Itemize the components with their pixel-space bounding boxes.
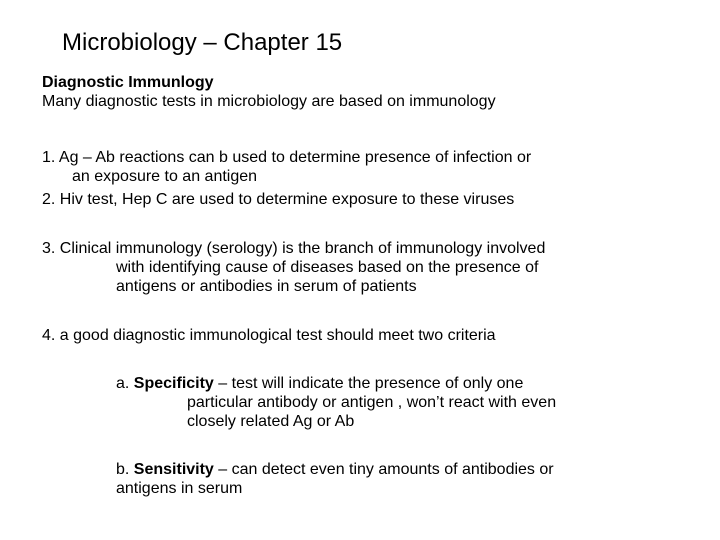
criterion-sensitivity-prefix: b. xyxy=(116,461,134,478)
criterion-sensitivity-line-1 xyxy=(116,460,554,479)
criterion-sensitivity-term: Sensitivity xyxy=(133,461,214,478)
criterion-specificity-line-1 xyxy=(116,374,556,393)
list-item-1-line-1: 1. Ag – Ab reactions can b used to determine presence of infection or xyxy=(42,149,532,166)
intro-text: Many diagnostic tests in microbiology are based on immunology xyxy=(42,93,496,110)
criterion-specificity-term: Specificity xyxy=(133,375,214,392)
criterion-specificity-text: – test will indicate the presence of only one xyxy=(213,375,524,392)
list-item-3-line-3: antigens or antibodies in serum of patients xyxy=(116,278,417,295)
list-item-2 xyxy=(42,190,514,209)
list-item-2-line-1: 2. Hiv test, Hep C are used to determine exposure to these viruses xyxy=(42,191,515,208)
slide-title: Microbiology – Chapter 15 xyxy=(62,29,343,56)
list-item-1 xyxy=(42,148,531,186)
criterion-specificity xyxy=(116,374,556,431)
list-item-4 xyxy=(42,326,496,345)
criterion-specificity-line-2: particular antibody or antigen , won’t react with even xyxy=(187,394,557,411)
list-item-4-line-1: 4. a good diagnostic immunological test should meet two criteria xyxy=(42,327,496,344)
criterion-specificity-line-3: closely related Ag or Ab xyxy=(187,413,355,430)
intro-block xyxy=(42,73,496,111)
criterion-sensitivity-line-2: antigens in serum xyxy=(116,480,243,497)
criterion-sensitivity-text: – can detect even tiny amounts of antibodies or xyxy=(213,461,554,478)
section-heading: Diagnostic Immunlogy xyxy=(42,74,214,91)
list-item-3 xyxy=(42,239,545,296)
list-item-1-line-2: an exposure to an antigen xyxy=(72,168,258,185)
criterion-specificity-prefix: a. xyxy=(116,375,134,392)
list-item-3-line-2: with identifying cause of diseases based on the presence of xyxy=(116,259,539,276)
list-item-3-line-1: 3. Clinical immunology (serology) is the branch of immunology involved xyxy=(42,240,546,257)
criterion-sensitivity xyxy=(116,460,554,498)
